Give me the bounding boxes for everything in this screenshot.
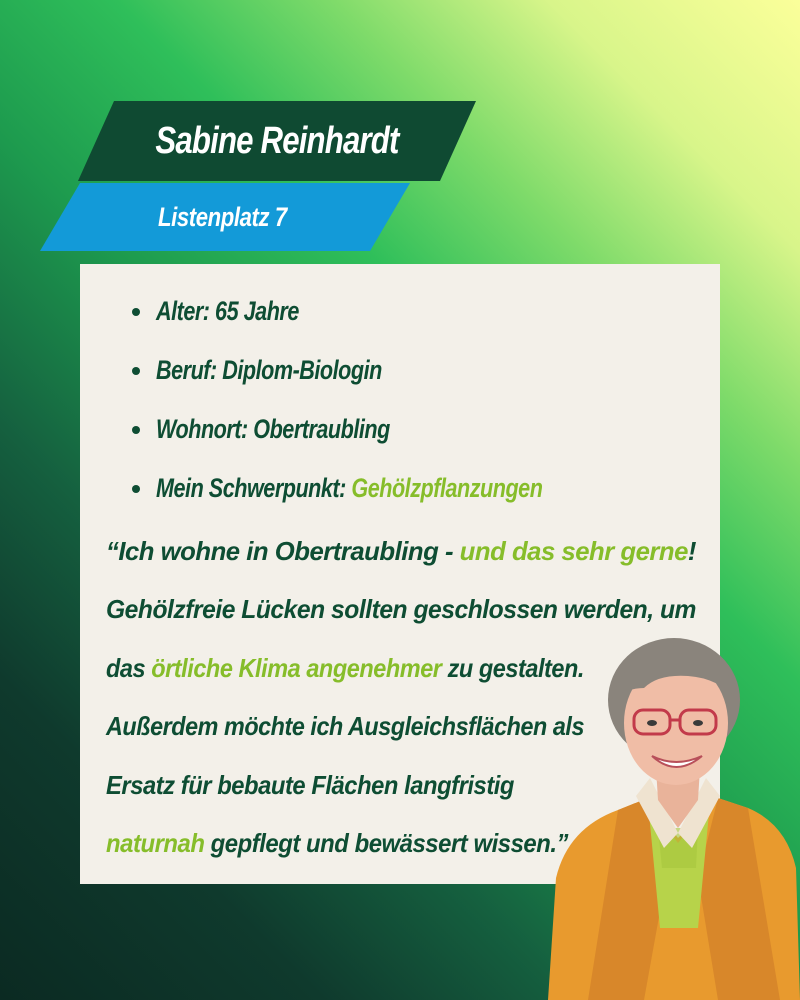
portrait-photo xyxy=(548,628,800,1000)
bullet-icon xyxy=(132,426,140,434)
quote-line: Ersatz für bebaute Flächen langfristig xyxy=(106,769,514,800)
bullet-icon xyxy=(132,367,140,375)
fact-age: Alter: 65 Jahre xyxy=(132,282,639,341)
candidate-name: Sabine Reinhardt xyxy=(155,119,399,162)
quote-line: Gehölzfreie Lücken sollten geschlossen werden, um xyxy=(106,594,696,625)
fact-focus: Mein Schwerpunkt: Gehölzpflanzungen xyxy=(132,459,639,518)
list-position-banner xyxy=(40,183,410,251)
quote-line: “Ich wohne in Obertraubling - und das sehr gerne! xyxy=(106,535,696,566)
portrait-illustration xyxy=(548,628,800,1000)
fact-residence: Wohnort: Obertraubling xyxy=(132,400,639,459)
bullet-icon xyxy=(132,308,140,316)
fact-profession: Beruf: Diplom-Biologin xyxy=(132,341,639,400)
quote-line: Außerdem möchte ich Ausgleichsflächen als xyxy=(106,711,584,742)
facts-list xyxy=(132,282,639,518)
name-banner xyxy=(78,101,476,181)
bullet-icon xyxy=(132,485,140,493)
quote-line: das örtliche Klima angenehmer zu gestalten. xyxy=(106,652,584,683)
list-position-label: Listenplatz 7 xyxy=(158,201,287,232)
quote-line: naturnah gepflegt und bewässert wissen.” xyxy=(106,828,568,859)
